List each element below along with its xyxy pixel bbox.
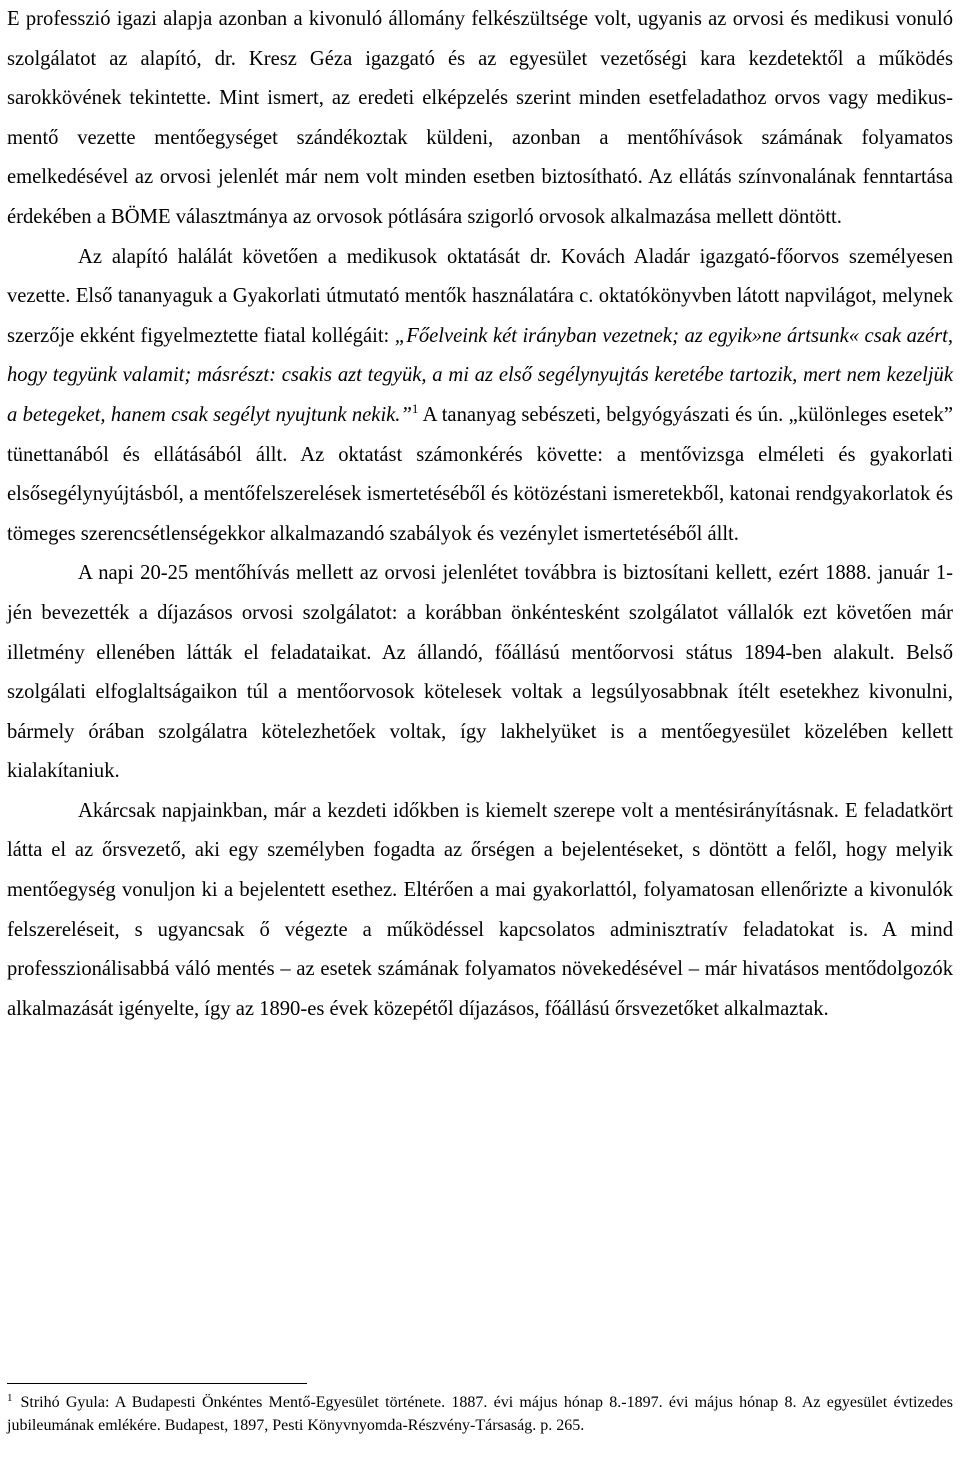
footnote-number: 1 bbox=[7, 1391, 13, 1404]
paragraph-2-tail: A tananyag sebészeti, belgyógyászati és ún. „különleges esetek” tünettanából és ellátásából állt. Az oktatást számonkérés követte: a mentővizsga elméleti és gyakorlati elsősegélynyújtásból, a mentőfelszerelések ismertetéséből és kötözéstani ismeretekből, katonai rendgyakorlatok és tömeges szerencsétlenségekkor alkalmazandó szabályok és vezénylet ismertetéséből állt. bbox=[7, 403, 953, 545]
paragraph-1: E professzió igazi alapja azonban a kivonuló állomány felkészültsége volt, ugyanis az orvosi és medikusi vonuló szolgálatot az alapító, dr. Kresz Géza igazgató és az egyesület vezetőségi kara kezdetektől a működés sarokkövének tekintette. Mint ismert, az eredeti elképzelés szerint minden esetfeladathoz orvos vagy medikus-mentő vezette mentőegységet szándékoztak küldeni, azonban a mentőhívások számának folyamatos emelkedésével az orvosi jelenlét már nem volt minden esetben biztosítható. Az ellátás színvonalának fenntartása érdekében a BÖME választmánya az orvosok pótlására szigorló orvosok alkalmazása mellett döntött. bbox=[7, 8, 953, 228]
footnote-reference[interactable]: 1 bbox=[411, 401, 419, 417]
paragraph-3: A napi 20-25 mentőhívás mellett az orvosi jelenlétet továbbra is biztosítani kellett, ezért 1888. január 1-jén bevezették a díjazásos orvosi szolgálatot: a korábban önkéntesként szolgálatot vállalók ezt követően már illetmény ellenében látták el feladataikat. Az állandó, főállású mentőorvosi státus 1894-ben alakult. Belső szolgálati elfoglaltságaikon túl a mentőorvosok kötelesek voltak a legsúlyosabbnak ítélt esetekhez kivonulni, bármely órában szolgálatra kötelezhetőek voltak, így lakhelyüket is a mentőegyesület közelében kellett kialakítaniuk. bbox=[7, 562, 953, 783]
quoted-principle: „Főelveink két irányban vezetnek; az egyik»ne ártsunk« csak azért, hogy tegyünk valamit; másrészt: csakis azt tegyük, a mi az első segélynyujtás keretébe tartozik, mert nem kezeljük a betegeket, hanem csak segélyt nyujtunk nekik.” bbox=[7, 324, 953, 426]
footnote bbox=[7, 1392, 953, 1437]
footnote-separator bbox=[7, 1383, 307, 1384]
paragraph-4: Akárcsak napjainkban, már a kezdeti időkben is kiemelt szerepe volt a mentésirányításnak. E feladatkört látta el az őrsvezető, aki egy személyben fogadta az őrségen a bejelentéseket, s döntött a felől, hogy melyik mentőegység vonuljon ki a bejelentett esethez. Eltérően a mai gyakorlattól, folyamatosan ellenőrizte a kivonulók felszereléseit, s ugyancsak ő végezte a működéssel kapcsolatos adminisztratív feladatokat is. A mind professzionálisabbá váló mentés – az esetek számának folyamatos növekedésével – már hivatásos mentődolgozók alkalmazását igényelte, így az 1890-es évek közepétől díjazásos, főállású őrsvezetőket alkalmaztak. bbox=[7, 799, 953, 1020]
footnote-text: Strihó Gyula: A Budapesti Önkéntes Mentő-Egyesület története. 1887. évi május hónap 8.-1897. évi május hónap 8. Az egyesület évtizedes jubileumának emlékére. Budapest, 1897, Pesti Könyvnyomda-Részvény-Társaság. p. 265. bbox=[7, 1394, 953, 1434]
paragraph-2-lead: Az alapító halálát követően a medikusok oktatását dr. Kovách Aladár igazgató-főorvos személyesen vezette. Első tananyaguk a Gyakorlati útmutató mentők használatára c. oktatókönyvben látott napvilágot, melynek szerzője ekként figyelmeztette fiatal kollégáit: bbox=[7, 245, 953, 347]
document-page bbox=[7, 0, 953, 1029]
paragraph-2 bbox=[7, 238, 953, 555]
